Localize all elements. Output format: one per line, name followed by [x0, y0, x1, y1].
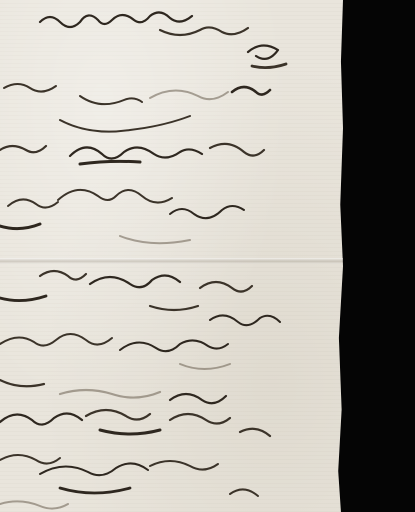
handwriting-line	[4, 84, 270, 132]
handwriting-line	[0, 315, 280, 369]
handwriting-line	[0, 190, 244, 243]
handwriting-line	[0, 380, 226, 403]
handwriting-line	[40, 12, 286, 67]
handwriting-line	[0, 410, 270, 436]
handwriting-line	[0, 144, 264, 164]
handwriting-line	[0, 271, 252, 310]
handwriting-line	[0, 455, 258, 509]
